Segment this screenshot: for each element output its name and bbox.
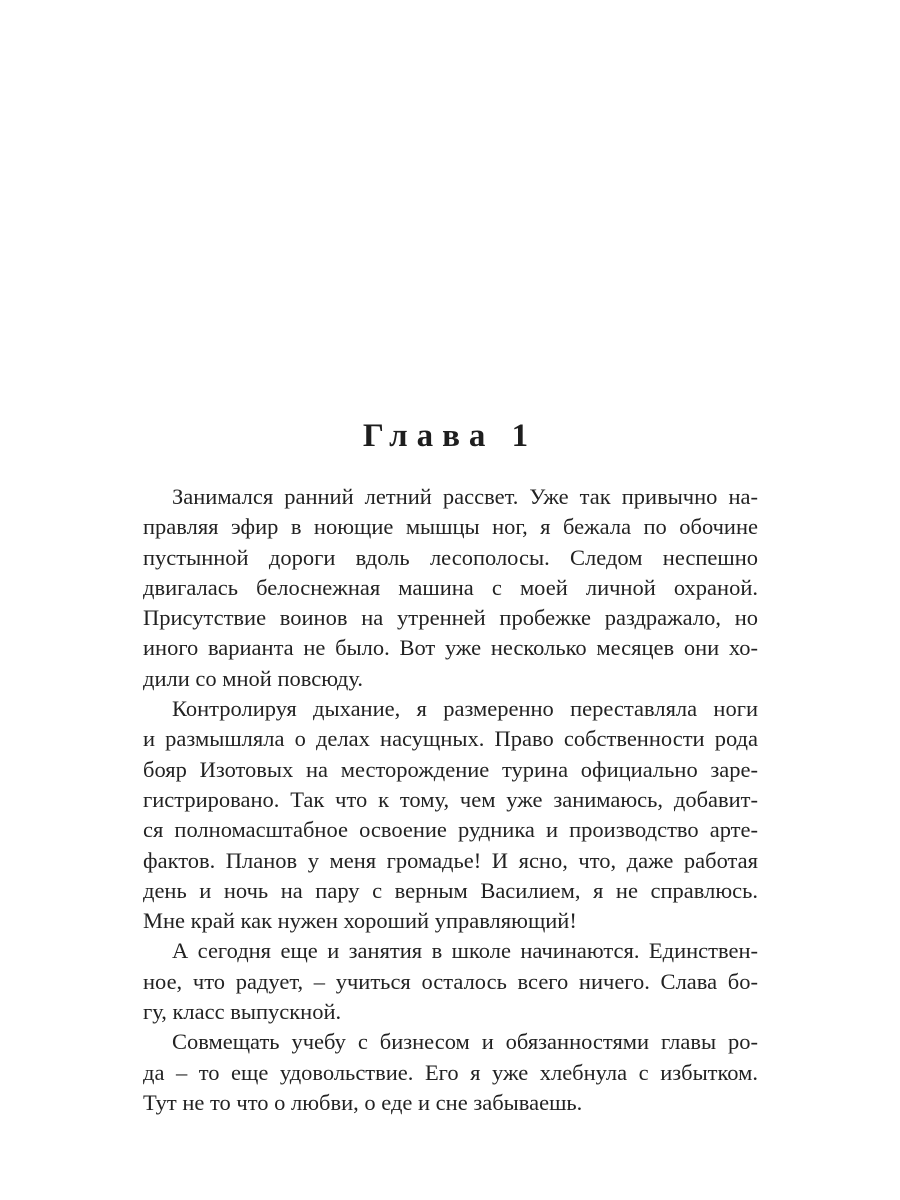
text-line: пустынной дороги вдоль лесополосы. Следом неспешно — [143, 544, 758, 570]
text-line: дили со мной повсюду. — [143, 665, 363, 691]
text-line: Контролируя дыхание, я размеренно переставляла ноги — [172, 696, 758, 722]
paragraph-3 — [143, 936, 758, 1027]
text-line: двигалась белоснежная машина с моей личной охраной. — [143, 574, 758, 600]
text-line: день и ночь на пару с верным Василием, я не справлюсь. — [143, 877, 758, 903]
text-line: бояр Изотовых на месторождение турина официально заре- — [143, 756, 758, 782]
paragraph-1 — [143, 482, 758, 694]
text-line: фактов. Планов у меня громадье! И ясно, что, даже работая — [143, 847, 758, 873]
text-line: Совмещать учебу с бизнесом и обязанностями главы ро- — [172, 1029, 758, 1055]
paragraph-2 — [143, 694, 758, 936]
paragraph-4 — [143, 1027, 758, 1118]
chapter-title: Глава 1 — [362, 418, 538, 454]
text-line: ное, что радует, – учиться осталось всего ничего. Слава бо- — [143, 968, 758, 994]
text-line: правляя эфир в ноющие мышцы ног, я бежала по обочине — [143, 514, 758, 540]
text-line: и размышляла о делах насущных. Право собственности рода — [143, 726, 758, 752]
text-line: А сегодня еще и занятия в школе начинаются. Единствен- — [172, 938, 758, 964]
text-line: Присутствие воинов на утренней пробежке раздражало, но — [143, 605, 758, 631]
text-line: Занимался ранний летний рассвет. Уже так привычно на- — [172, 484, 758, 509]
text-line: да – то еще удовольствие. Его я уже хлебнула с избытком. — [143, 1059, 758, 1085]
text-line: гистрировано. Так что к тому, чем уже занимаюсь, добавит- — [143, 786, 758, 812]
text-line: иного варианта не было. Вот уже несколько месяцев они хо- — [143, 635, 758, 661]
text-line: Мне край как нужен хороший управляющий! — [143, 908, 577, 934]
text-line: ся полномасштабное освоение рудника и производство арте- — [143, 817, 758, 843]
text-line: Тут не то что о любви, о еде и сне забываешь. — [143, 1089, 583, 1115]
text-line: гу, класс выпускной. — [143, 999, 342, 1025]
chapter-body — [143, 482, 758, 1118]
